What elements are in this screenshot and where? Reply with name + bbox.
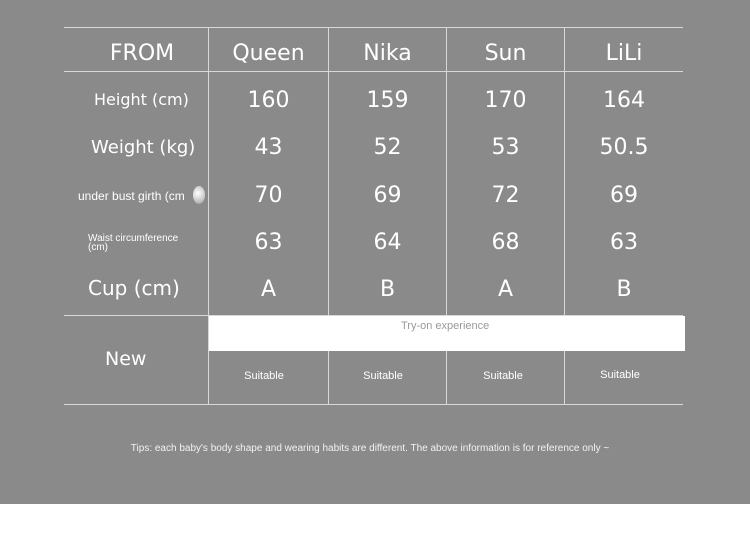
header-from-label: FROM bbox=[109, 40, 175, 66]
underbust-lili: 69 bbox=[610, 182, 638, 208]
height-lili: 164 bbox=[603, 87, 645, 113]
underbust-queen: 70 bbox=[254, 182, 283, 208]
cup-nika: B bbox=[379, 276, 396, 302]
header-model-sun: Sun bbox=[484, 40, 527, 66]
waist-sun: 68 bbox=[491, 229, 520, 255]
image-artifact-icon bbox=[193, 186, 205, 204]
suitable-lili: Suitable bbox=[600, 369, 640, 381]
waist-lili: 63 bbox=[610, 229, 638, 255]
try-on-experience-banner bbox=[209, 316, 685, 351]
height-nika: 159 bbox=[366, 87, 409, 113]
weight-lili: 50.5 bbox=[599, 134, 649, 160]
weight-nika: 52 bbox=[373, 134, 402, 160]
height-sun: 170 bbox=[484, 87, 527, 113]
row-label-new: New bbox=[105, 348, 147, 370]
weight-queen: 43 bbox=[254, 134, 283, 160]
header-model-nika: Nika bbox=[363, 40, 412, 66]
row-label-waist: Waist circumference (cm) bbox=[88, 233, 179, 253]
suitable-nika: Suitable bbox=[363, 370, 403, 382]
table-bottom-border bbox=[64, 404, 683, 405]
suitable-sun: Suitable bbox=[483, 370, 523, 382]
header-divider bbox=[64, 71, 683, 72]
header-model-lili: LiLi bbox=[605, 40, 643, 66]
suitable-queen: Suitable bbox=[244, 370, 284, 382]
waist-queen: 63 bbox=[254, 229, 283, 255]
cup-sun: A bbox=[497, 276, 514, 302]
waist-nika: 64 bbox=[373, 229, 402, 255]
underbust-sun: 72 bbox=[491, 182, 520, 208]
tips-note: Tips: each baby's body shape and wearing habits are different. The above information is for reference only ~ bbox=[130, 443, 610, 454]
row-label-weight: Weight (kg) bbox=[91, 136, 196, 158]
weight-sun: 53 bbox=[491, 134, 520, 160]
cup-queen: A bbox=[260, 276, 277, 302]
table-top-border bbox=[64, 27, 683, 28]
row-label-underbust: under bust girth (cm bbox=[78, 189, 185, 203]
row-label-cup: Cup (cm) bbox=[88, 276, 180, 300]
row-label-height: Height (cm) bbox=[94, 89, 189, 109]
underbust-nika: 69 bbox=[373, 182, 402, 208]
height-queen: 160 bbox=[247, 87, 290, 113]
try-on-experience-title: Try-on experience bbox=[401, 320, 490, 332]
cup-lili: B bbox=[616, 276, 632, 302]
header-model-queen: Queen bbox=[232, 40, 305, 66]
